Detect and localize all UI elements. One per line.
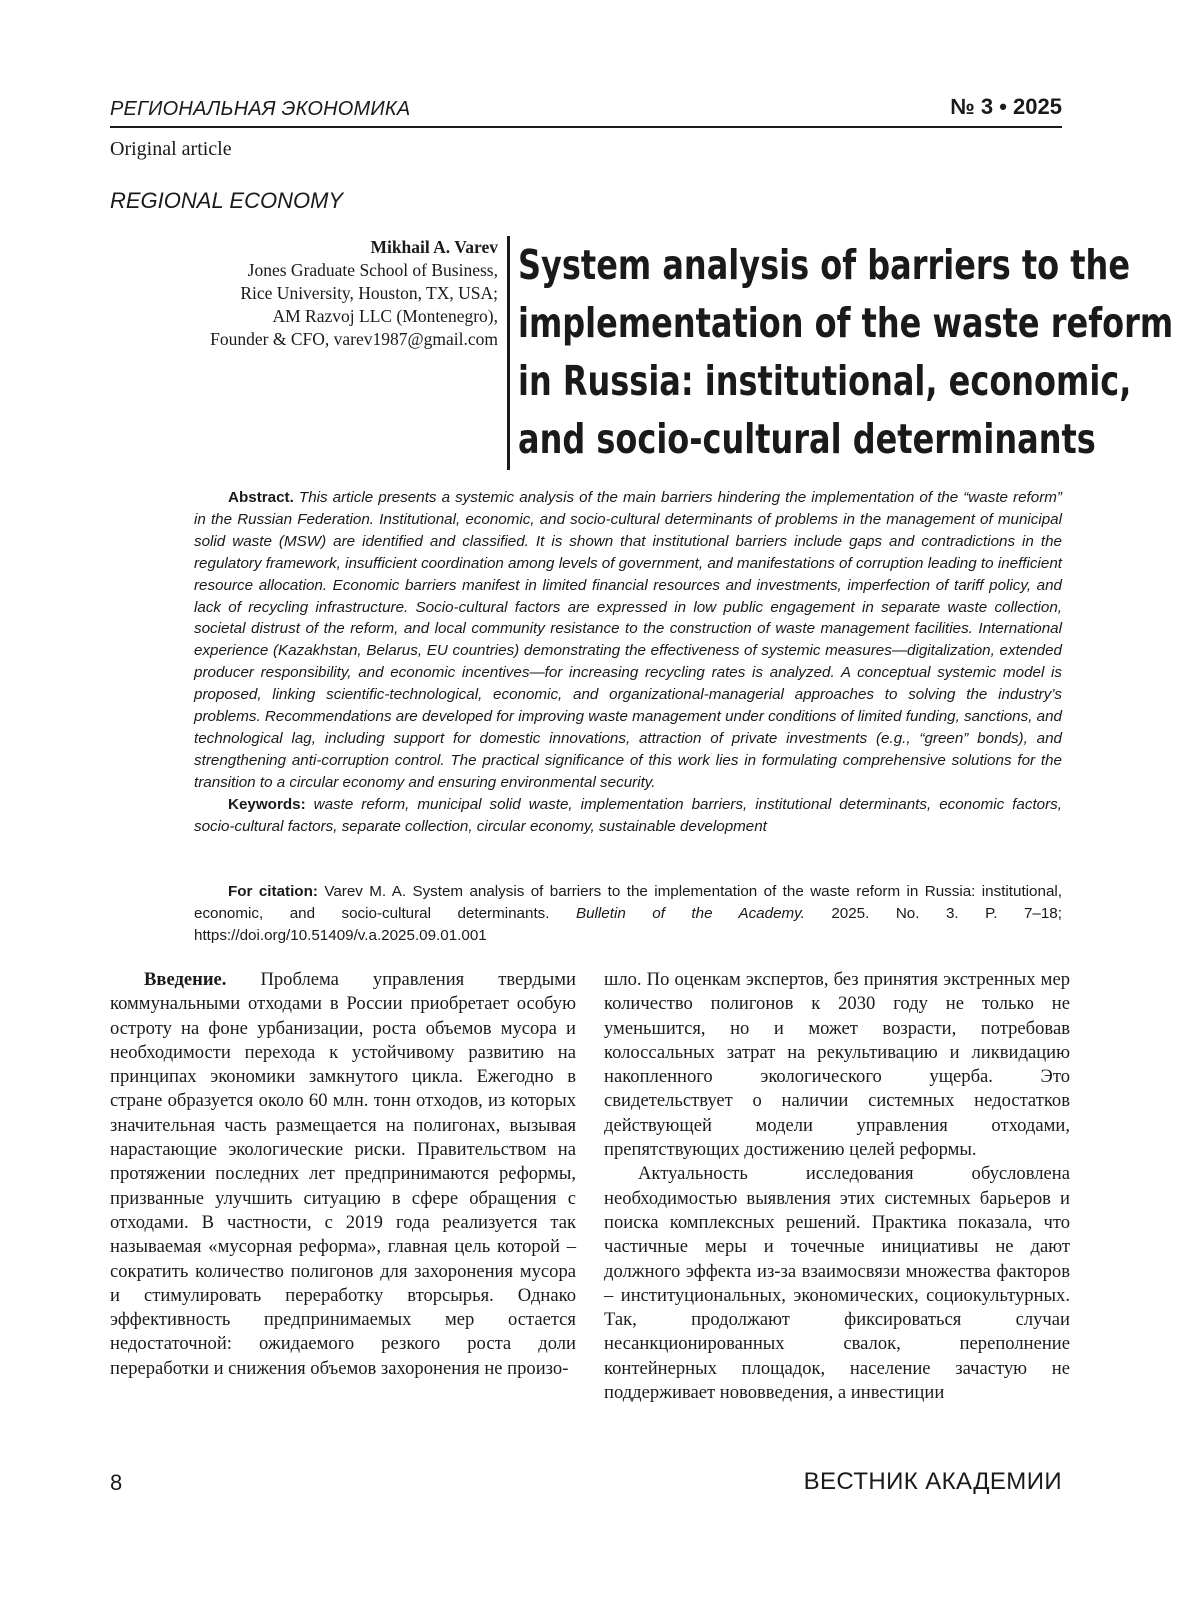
keywords-text: waste reform, municipal solid waste, implementation barriers, institutional determinants, economic factors, socio-cultural factors, separate collection, circular economy, sustainable development [194, 795, 1062, 835]
citation-label: For citation: [228, 883, 318, 900]
intro-lead: Введение. [144, 969, 227, 990]
abstract-text: This article presents a systemic analysis of the main barriers hindering the implementation of the “waste reform” in the Russian Federation. Institutional, economic, and socio-cultural determinants of problems in the management of municipal solid waste (MSW) are identified and classified. It is shown that institutional barriers include gaps and contradictions in the regulatory framework, insufficient coordination among levels of government, and manifestations of corruption leading to inefficient resource allocation. Economic barriers manifest in limited financial resources and investments, imperfection of tariff policy, and lack of recycling infrastructure. Socio-cultural factors are expressed in low public engagement in separate waste collection, societal distrust of the reform, and local community resistance to the construction of waste management facilities. International experience (Kazakhstan, Belarus, EU countries) demonstrating the effectiveness of systemic measures—digitalization, extended producer responsibility, and economic incentives—for increasing recycling rates is analyzed. A conceptual systemic model is proposed, linking scientific-technological, economic, and organizational-managerial approaches to solving the industry’s problems. Recommendations are developed for improving waste management under conditions of limited funding, sanctions, and technological lag, including support for domestic innovations, attraction of private investments (e.g., “green” bonds), and strengthening anti-corruption control. The practical significance of this work lies in formulating comprehensive solutions for the transition to a circular economy and ensuring environmental security. [194, 489, 1062, 791]
section-title: REGIONAL ECONOMY [110, 188, 344, 213]
title-line: in Russia: institutional, economic, [518, 357, 1132, 405]
author-affiliation-line: Jones Graduate School of Business, [247, 260, 498, 280]
citation-journal: Bulletin of the Academy. [575, 904, 805, 922]
relevance-paragraph: Актуальность исследования обусловлена необходимостью выявления этих системных барьеров и поиска комплексных решений. Практика показала, что частичные меры и точечные инициативы не дают должного эффекта из-за взаимосвязи множества факторов – институциональных, экономических, социокультурных. Так, продолжают фиксироваться случаи несанкционированных свалок, переполнение контейнерных площадок, население зачастую не поддерживает нововведения, а инвестиции [604, 1163, 1070, 1404]
article-title [518, 236, 1174, 468]
author-name: Mikhail A. Varev [370, 237, 498, 257]
body-column-right [604, 968, 1070, 1405]
abstract-block [194, 487, 1062, 838]
intro-text: Проблема управления твердыми коммунальными отходами в России приобретает особую остроту на фоне урбанизации, роста объемов мусора и необходимости перехода к устойчивому развитию на принципах экономики замкнутого цикла. Ежегодно в стране образуется около 60 млн. тонн отходов, из которых значительная часть размещается на полигонах, вызывая нарастающие экологические риски. Правительством на протяжении последних лет предпринимаются реформы, призванные улучшить ситуацию в сфере обращения с отходами. В частности, с 2019 года реализуется так называемая «мусорная реформа», главная цель которой – сократить количество полигонов для захоронения мусора и стимулировать переработку вторсырья. Однако эффективность предпринимаемых мер остается недостаточной: ожидаемого резкого роста доли переработки и снижения объемов захоронения не произо- [110, 969, 576, 1379]
page-number: 8 [110, 1470, 123, 1495]
citation-doi[interactable]: 2025. No. 3. P. 7–18; https://doi.org/10.51409/v.a.2025.09.01.001 [194, 904, 1062, 944]
citation-block [194, 881, 1062, 947]
author-affiliation-line: Rice University, Houston, TX, USA; [240, 283, 498, 303]
title-line: implementation of the waste reform [518, 299, 1174, 347]
abstract-paragraph [194, 487, 1062, 794]
issue-number: № 3 • 2025 [950, 94, 1062, 119]
author-block [110, 236, 498, 351]
abstract-label: Abstract. [228, 489, 294, 506]
article-type: Original article [110, 138, 232, 160]
title-divider [507, 236, 510, 470]
intro-continuation: шло. По оценкам экспертов, без принятия экстренных мер количество полигонов к 2030 году не только не уменьшится, но и может возрасти, потребовав колоссальных затрат на рекультивацию и ликвидацию накопленного экологического ущерба. Это свидетельствует о наличии системных недостатков действующей модели управления отходами, препятствующих достижению целей реформы. [604, 969, 1070, 1161]
author-affiliation-line: AM Razvoj LLC (Montenegro), [272, 306, 498, 326]
title-line: System analysis of barriers to the [518, 241, 1131, 289]
footer-journal-name: ВЕСТНИК АКАДЕМИИ [803, 1468, 1062, 1495]
running-header-journal: РЕГИОНАЛЬНАЯ ЭКОНОМИКА [110, 98, 411, 120]
author-affiliation-line: Founder & CFO, varev1987@gmail.com [210, 329, 498, 349]
keywords-paragraph [194, 794, 1062, 838]
body-column-left [110, 968, 576, 1381]
title-line: and socio-cultural determinants [518, 415, 1096, 463]
citation-text: Varev M. A. System analysis of barriers to the implementation of the waste reform in Russia: institutional, economic, and socio-cultural determinants. [194, 883, 1062, 922]
citation-paragraph [194, 881, 1062, 947]
keywords-label: Keywords: [228, 795, 306, 813]
intro-paragraph [110, 968, 576, 1381]
running-header [110, 92, 1062, 128]
